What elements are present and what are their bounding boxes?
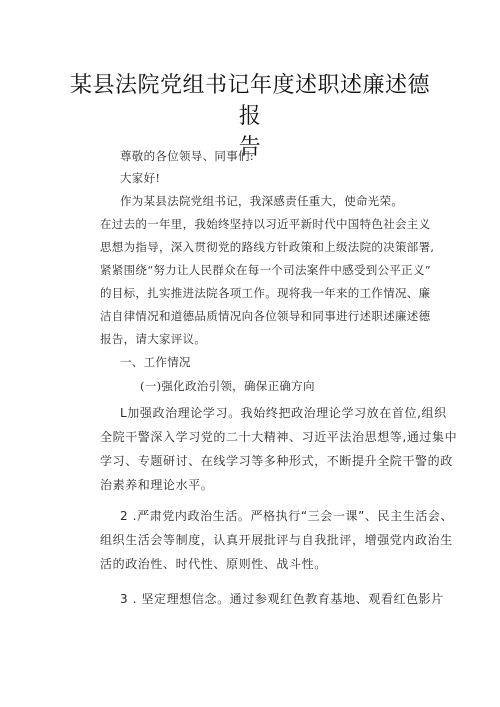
item-1-line: 全院干警深入学习党的二十大精神、习近平法治思想等,通过集中 <box>100 430 458 444</box>
paragraph-line: 在过去的一年里，我始终坚持以习近平新时代中国特色社会主义 <box>100 217 431 231</box>
paragraph-line: 的目标，扎实推进法院各项工作。现将我一年来的工作情况、廉 <box>100 286 431 300</box>
item-1-line: 治素养和理论水平。 <box>100 478 214 492</box>
paragraph-line: 思想为指导，深入贯彻党的路线方针政策和上级法院的决策部署, <box>100 240 435 254</box>
paragraph-line: 洁自律情况和道德品质情况向各位领导和同事进行述职述廉述德 <box>100 309 431 323</box>
paragraph-line: 紧紧围绕“努力让人民群众在每一个司法案件中感受到公平正义” <box>100 263 431 277</box>
title-line-2: 告 <box>238 135 262 160</box>
intro-paragraph: 作为某县法院党组书记，我深感责任重大，使命光荣。 <box>120 194 404 208</box>
item-2-line: 2 .严肃党内政治生活。严格执行“三会一课”、民主生活会、 <box>120 509 454 523</box>
item-2-line: 组织生活会等制度，认真开展批评与自我批评，增强党内政治生 <box>100 533 453 547</box>
paragraph-line: 报告，请大家评议。 <box>100 332 207 346</box>
item-1-line: L加强政治理论学习。我始终把政治理论学习放在首位,组织 <box>120 406 447 420</box>
item-3-line: 3 . 坚定理想信念。通过参观红色教育基地、观看红色影片 <box>120 592 444 606</box>
item-2-line: 活的政治性、时代性、原则性、战斗性。 <box>100 557 327 571</box>
item-1-line: 学习、专题研讨、在线学习等多种形式，不断提升全院干警的政 <box>100 454 453 468</box>
greeting: 大家好! <box>120 171 161 185</box>
subsection-heading: (一)强化政治引领，确保正确方向 <box>140 379 315 393</box>
salutation: 尊敬的各位领导、同事们: <box>120 149 254 163</box>
section-heading: 一、工作情况 <box>120 355 191 369</box>
title-line-1: 某县法院党组书记年度述职述廉述德报 <box>69 73 430 129</box>
